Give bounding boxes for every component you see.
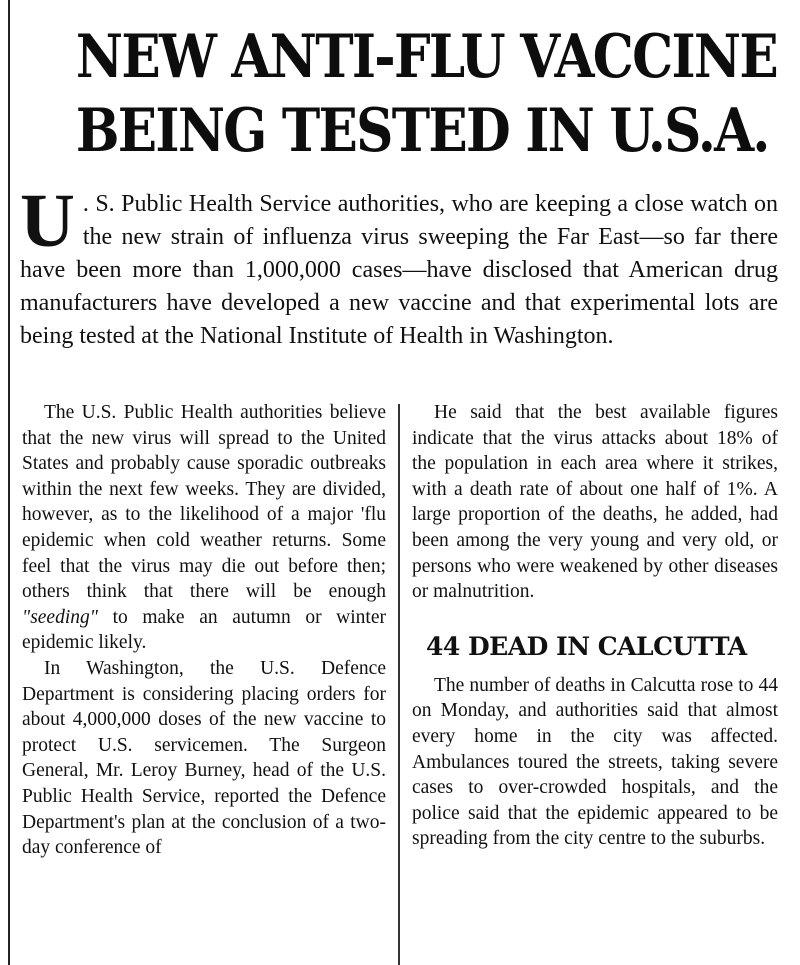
left-p1-text-a: The U.S. Public Health authorities believe that the new virus will spread to the United States and probably cause sporadic outbreaks within the next few weeks. They are divided, however, as to the likelihood of a major 'flu epidemic when cold weather returns. Some feel that the virus may die out before then; others think that there will be enough (22, 402, 386, 603)
subheading: 44 DEAD IN CALCUTTA (426, 631, 747, 661)
column-rule (398, 404, 400, 965)
right-paragraph-2: The number of deaths in Calcutta rose to 44 on Monday, and authorities said that almost every home in the city was affected. Ambulances toured the streets, taking severe cases to over-crowded hospitals, and the police said that the epidemic appeared to be spreading from the city centre to the suburbs. (412, 674, 778, 850)
headline-line-1: NEW ANTI-FLU VACCINE (75, 22, 777, 92)
drop-cap: U (20, 179, 75, 263)
left-p1-text-b: to make an autumn or winter epidemic likely. (22, 606, 386, 654)
left-p1-emphasis: "seeding" (22, 606, 98, 628)
lead-text: . S. Public Health Service authorities, who are keeping a close watch on the new strain of influenza virus sweeping the Far East—so far there have been more than 1,000,000 cases—have disclosed that American drug manufacturers have developed a new vaccine and that experimental lots are being tested at the National Institute of Health in Washington. (20, 191, 778, 349)
left-paragraph-1 (22, 400, 386, 656)
lead-paragraph (20, 179, 778, 353)
right-paragraph-1: He said that the best available figures indicate that the virus attacks about 18% of the population in each area where it strikes, with a death rate of about one half of 1%. A large proportion of the deaths, he added, had been among the very young and very old, or persons who were weakened by other diseases or malnutrition. (412, 402, 778, 603)
left-paragraph-2 (22, 656, 386, 861)
headline-line-2: BEING TESTED IN U.S.A. (75, 96, 769, 166)
clipping-border (8, 0, 10, 965)
headline (75, 20, 777, 168)
left-p2-text: In Washington, the U.S. Defence Department is considering placing orders for about 4,000,000 doses of the new vaccine to protect U.S. servicemen. The Surgeon General, Mr. Leroy Burney, head of the U.S. Public Health Service, reported the Defence Department's plan at the conclusion of a two-day conference of (22, 657, 386, 859)
left-column (22, 400, 386, 861)
right-column (412, 400, 778, 852)
